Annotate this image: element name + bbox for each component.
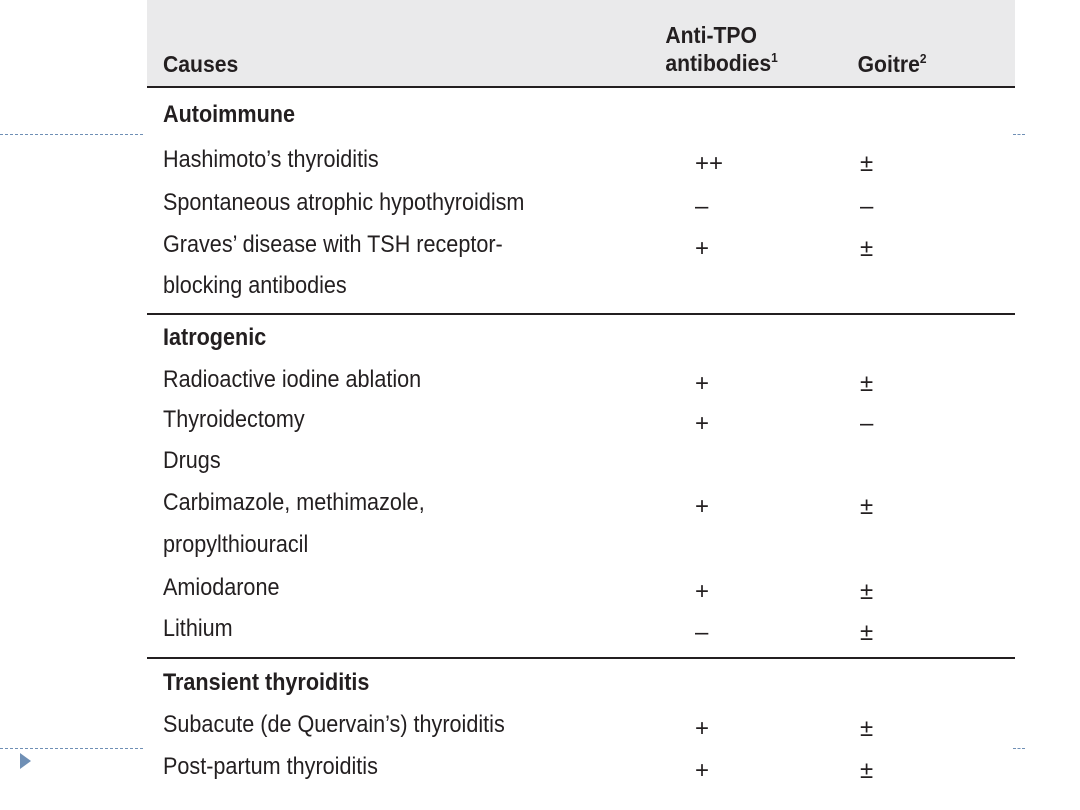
goitre-cell: ± — [860, 578, 874, 605]
goitre-cell: ± — [860, 493, 874, 520]
anti-tpo-cell: + — [695, 370, 710, 397]
cause-cell: Amiodarone — [163, 574, 280, 601]
column-header-goitre — [858, 50, 927, 78]
section-label: Autoimmune — [163, 101, 296, 128]
anti-tpo-cell: + — [695, 578, 710, 605]
goitre-label: Goitre — [857, 51, 920, 77]
column-header-anti-tpo — [665, 21, 777, 77]
cause-cell: propylthiouracil — [163, 531, 309, 558]
anti-tpo-cell: + — [695, 235, 710, 262]
section-rule — [147, 657, 1015, 659]
guide-dash-left-top — [0, 134, 143, 135]
cause-cell: Drugs — [163, 447, 221, 474]
guide-dash-left-bottom — [0, 748, 143, 749]
goitre-cell: – — [860, 410, 874, 437]
cause-cell: Radioactive iodine ablation — [163, 366, 422, 393]
anti-tpo-line1: Anti-TPO — [665, 22, 758, 48]
section-rule — [147, 313, 1015, 315]
guide-dash-right-bottom — [1013, 748, 1025, 749]
cause-cell: Hashimoto’s thyroiditis — [163, 146, 379, 173]
goitre-cell: ± — [860, 619, 874, 646]
cause-cell: Thyroidectomy — [163, 406, 305, 433]
cause-cell: Graves’ disease with TSH receptor- — [163, 231, 503, 258]
cause-cell: Post-partum thyroiditis — [163, 753, 378, 780]
anti-tpo-cell: ++ — [695, 150, 724, 177]
header-rule — [147, 86, 1015, 88]
goitre-cell: ± — [860, 370, 874, 397]
header-row — [163, 0, 1009, 86]
anti-tpo-footnote-marker: 1 — [771, 50, 778, 65]
cause-cell: Subacute (de Quervain’s) thyroiditis — [163, 711, 505, 738]
goitre-cell: ± — [860, 715, 874, 742]
anti-tpo-cell: + — [695, 757, 710, 784]
goitre-cell: ± — [860, 757, 874, 784]
section-label: Transient thyroiditis — [163, 669, 370, 696]
cause-cell: blocking antibodies — [163, 272, 347, 299]
goitre-footnote-marker: 2 — [919, 51, 927, 66]
triangle-bullet-icon — [20, 753, 31, 769]
table-header — [163, 0, 1015, 86]
anti-tpo-cell: + — [695, 493, 710, 520]
anti-tpo-cell: + — [695, 715, 710, 742]
goitre-cell: ± — [860, 235, 874, 262]
column-header-causes: Causes — [163, 51, 239, 77]
goitre-cell: ± — [860, 150, 874, 177]
cause-cell: Carbimazole, methimazole, — [163, 489, 425, 516]
guide-dash-right-top — [1013, 134, 1025, 135]
section-label: Iatrogenic — [163, 324, 267, 351]
cause-cell: Spontaneous atrophic hypothyroidism — [163, 189, 525, 216]
anti-tpo-line2: antibodies — [665, 50, 772, 76]
cause-cell: Lithium — [163, 615, 233, 642]
anti-tpo-cell: + — [695, 410, 710, 437]
anti-tpo-cell: – — [695, 619, 709, 646]
anti-tpo-cell: – — [695, 193, 709, 220]
goitre-cell: – — [860, 193, 874, 220]
